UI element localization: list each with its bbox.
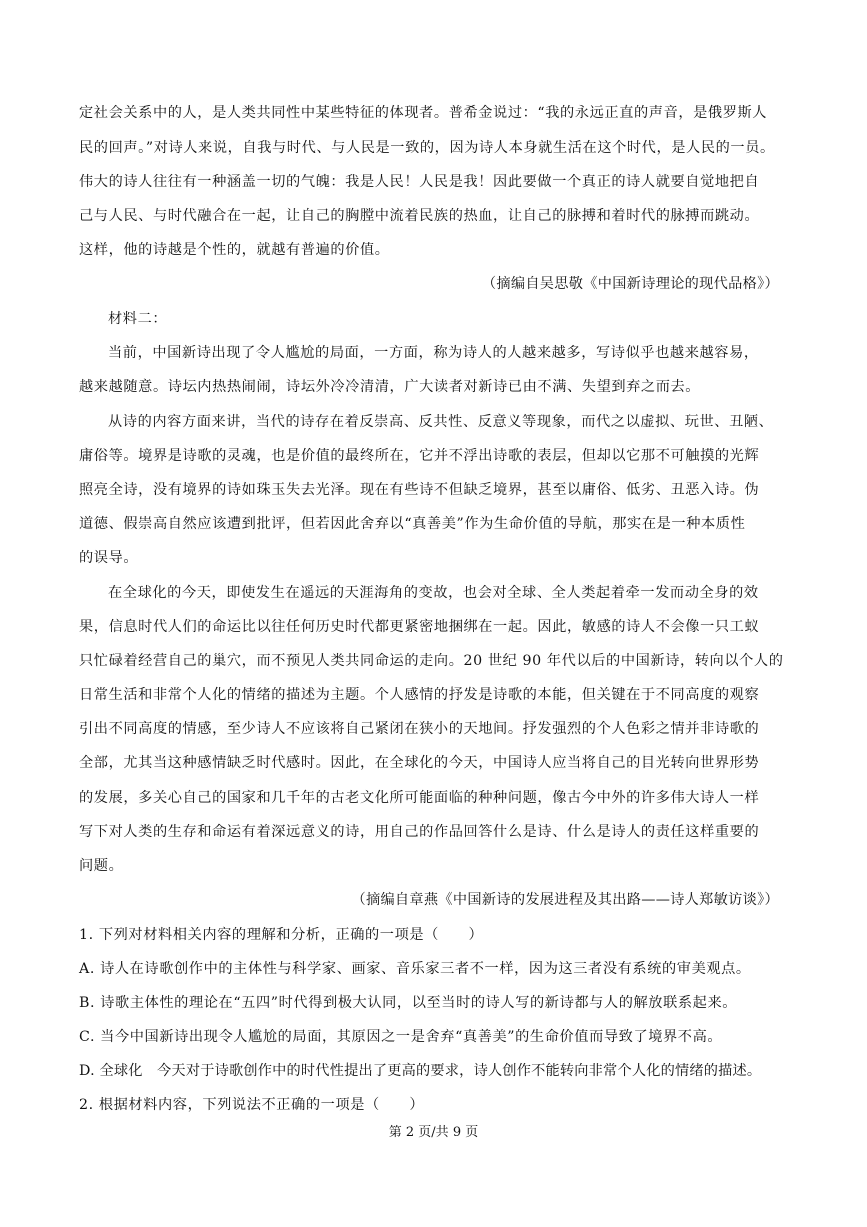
material1-line-1: 定社会关系中的人，是人类共同性中某些特征的体现者。普希金说过：“我的永远正直的声音，是俄罗斯人: [79, 105, 768, 121]
material1-line-4: 己与人民、与时代融合在一起，让自己的胸膛中流着民族的热血，让自己的脉搏和着时代的脉搏而跳动。: [79, 208, 760, 224]
question-1-option-c: C. 当今中国新诗出现令人尴尬的局面，其原因之一是舍弃“真善美”的生命价值而导致了境界不高。: [79, 1029, 723, 1045]
question-1-option-a: A. 诗人在诗歌创作中的主体性与科学家、画家、音乐家三者不一样，因为这三者没有系统的审美观点。: [79, 961, 751, 977]
material1-line-3: 伟大的诗人往往有一种涵盖一切的气魄：我是人民！人民是我！因此要做一个真正的诗人就要自觉地把自: [79, 174, 760, 190]
question-1-option-b: B. 诗歌主体性的理论在“五四”时代得到极大认同，以至当时的诗人写的新诗都与人的解放联系起来。: [79, 995, 738, 1011]
material2-p3-line-2: 果，信息时代人们的命运比以往任何历史时代都更紧密地捆绑在一起。因此，敏感的诗人不会像一只工蚁: [79, 619, 760, 635]
material2-p2-line-3: 照亮全诗，没有境界的诗如珠玉失去光泽。现在有些诗不但缺乏境界，甚至以庸俗、低劣、丑恶入诗。伪: [79, 482, 760, 498]
material2-p2-line-4: 道德、假崇高自然应该遭到批评，但若因此舍弃以“真善美”作为生命价值的导航，那实在是一种本质性: [79, 516, 746, 532]
page-number-footer: 第 2 页/共 9 页: [388, 1125, 479, 1140]
material2-p2-line-1: 从诗的内容方面来讲，当代的诗存在着反崇高、反共性、反意义等现象，而代之以虚拟、玩世、丑陋、: [108, 414, 774, 430]
material2-p3-line-8: 写下对人类的生存和命运有着深远意义的诗，用自己的作品回答什么是诗、什么是诗人的责任这样重要的: [79, 824, 760, 840]
material1-line-5: 这样，他的诗越是个性的，就越有普遍的价值。: [79, 242, 390, 258]
source-citation-1: （摘编自吴思敬《中国新诗理论的现代品格》）: [481, 276, 779, 292]
source-citation-2: （摘编自章燕《中国新诗的发展进程及其出路——诗人郑敏访谈》）: [351, 892, 779, 908]
material2-p1-line-1: 当前，中国新诗出现了令人尴尬的局面，一方面，称为诗人的人越来越多，写诗似乎也越来越容易，: [108, 345, 759, 361]
question-2-stem: 2. 根据材料内容，下列说法不正确的一项是（ ）: [79, 1097, 425, 1113]
material2-p3-line-4: 日常生活和非常个人化的情绪的描述为主题。个人感情的抒发是诗歌的本能，但关键在于不同高度的观察: [79, 687, 760, 703]
material2-p3-line-9: 问题。: [79, 858, 124, 874]
material2-p3-line-1: 在全球化的今天，即使发生在遥远的天涯海角的变故，也会对全球、全人类起着牵一发而动全身的效: [108, 585, 759, 601]
material2-p3-line-5: 引出不同高度的情感，至少诗人不应该将自己紧闭在狭小的天地间。抒发强烈的个人色彩之情并非诗歌的: [79, 721, 760, 737]
material2-label: 材料二：: [108, 311, 168, 327]
question-1-stem: 1. 下列对材料相关内容的理解和分析，正确的一项是（ ）: [79, 927, 484, 943]
question-1-option-d: D. 全球化 今天对于诗歌创作中的时代性提出了更高的要求，诗人创作不能转向非常个人化的情绪的描述。: [79, 1063, 762, 1079]
material2-p1-line-2: 越来越随意。诗坛内热热闹闹，诗坛外冷冷清清，广大读者对新诗已由不满、失望到弃之而去。: [79, 379, 701, 395]
material2-p2-line-2: 庸俗等。境界是诗歌的灵魂，也是价值的最终所在，它并不浮出诗歌的表层，但却以它那不可触摸的光辉: [79, 448, 760, 464]
material2-p3-line-6: 全部，尤其当这种感情缺乏时代感时。因此，在全球化的今天，中国诗人应当将自己的目光转向世界形势: [79, 755, 760, 771]
material2-p2-line-5: 的误导。: [79, 550, 139, 566]
material2-p3-line-3: 只忙碌着经营自己的巢穴，而不预见人类共同命运的走向。20 世纪 90 年代以后的中国新诗，转向以个人的: [79, 653, 784, 669]
material2-p3-line-7: 的发展，多关心自己的国家和几千年的古老文化所可能面临的种种问题，像古今中外的许多伟大诗人一样: [79, 790, 760, 806]
material1-line-2: 民的回声。”对诗人来说，自我与时代、与人民是一致的，因为诗人本身就生活在这个时代，是人民的一员。: [79, 140, 775, 156]
